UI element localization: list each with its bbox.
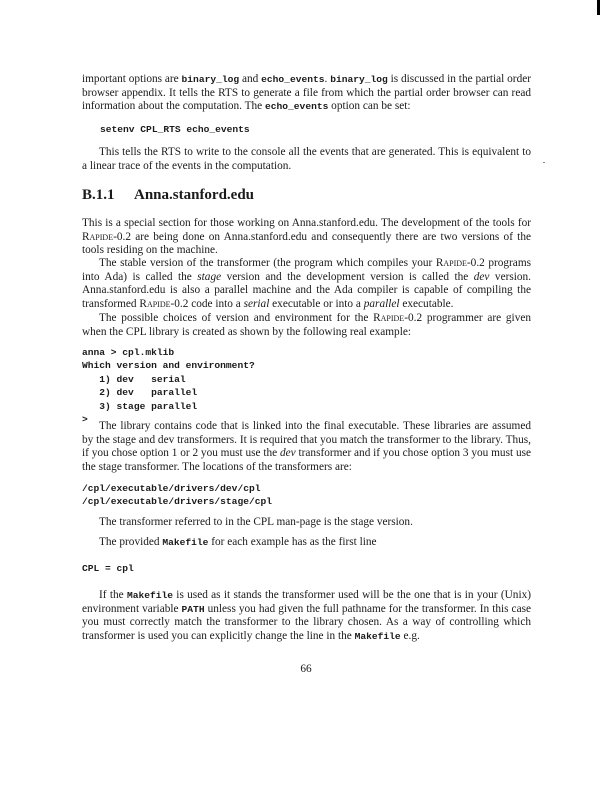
- text-run: important options are: [82, 73, 182, 85]
- paragraph-intro: [82, 217, 531, 258]
- code-paths: /cpl/executable/drivers/dev/cpl /cpl/executable/drivers/stage/cpl: [82, 483, 272, 508]
- text-run: The stable version of the transformer (the program which compiles your: [99, 257, 436, 269]
- inline-code: Makefile: [126, 590, 173, 601]
- section-title: Anna.stanford.edu: [134, 187, 255, 203]
- scan-speck: [543, 162, 545, 163]
- emphasis: stage: [197, 270, 222, 283]
- inline-code: echo_events: [261, 74, 325, 85]
- emphasis: dev: [473, 270, 490, 283]
- text-run: The transformer referred to in the CPL man-page is the stage version.: [99, 516, 413, 528]
- emphasis: parallel: [363, 297, 400, 310]
- paragraph-options: [82, 73, 531, 114]
- text-run: .: [324, 73, 331, 85]
- inline-code: Makefile: [354, 630, 401, 642]
- inline-code: binary_log: [181, 74, 240, 85]
- small-caps-name: Rapide: [82, 230, 114, 243]
- text-run: version and the development version is called the: [221, 270, 474, 283]
- inline-code: binary_log: [330, 74, 388, 85]
- text-run: executable or into a: [269, 297, 364, 310]
- code-setenv: setenv CPL_RTS echo_events: [100, 124, 250, 135]
- text-run: for each example has as the first line: [208, 536, 377, 548]
- inline-code: echo_events: [265, 101, 329, 113]
- small-caps-name: Rapide: [435, 257, 467, 269]
- code-mklib: anna > cpl.mklib Which version and environment? 1) dev serial 2) dev parallel 3) stage parallel >: [82, 347, 255, 426]
- text-run: The library contains code that is linked into the final executable. These libraries are assumed by the stage and dev transformers. It is required that you match the transformer to the library. Thus, if you chose option 1 or 2 you must use the: [82, 420, 531, 460]
- small-caps-name: Rapide: [373, 312, 405, 324]
- emphasis: serial: [243, 297, 270, 310]
- text-run: e.g.: [400, 629, 420, 642]
- text-run: unless you had given the full pathname for the transformer. In this case you must correctly match the transformer to the library chosen. As a way of controlling which transformer is used you can explicitly change the line in the: [82, 602, 531, 642]
- paragraph-path: [82, 589, 531, 643]
- text-run: transformer and if you chose option 3 you must use the stage transformer. The locations of the transformers are:: [82, 447, 531, 473]
- text-run: -0.2 programs into Ada) is called the: [82, 257, 532, 283]
- text-run: -0.2 code into a: [170, 297, 244, 310]
- text-run: If the: [99, 589, 127, 601]
- paragraph-library: [82, 420, 531, 474]
- code-cpl-line: CPL = cpl: [82, 563, 134, 574]
- text-run: is used as it stands the transformer used will be the one that is in your (Unix) environment variable: [82, 589, 531, 615]
- text-run: This is a special section for those working on Anna.stanford.edu. The development of the tools for: [82, 217, 531, 229]
- section-heading: [82, 187, 254, 204]
- text-run: is discussed in the partial order browser appendix. It tells the RTS to generate a file from which the partial order browser can read information about the computation. The: [82, 73, 531, 113]
- paragraph-makefile: [82, 536, 531, 550]
- paragraph-choices: [82, 312, 531, 339]
- text-run: -0.2 programmer are given when the CPL library is created as shown by the following real example:: [82, 312, 532, 338]
- page-number: 66: [300, 663, 312, 675]
- paragraph-versions: [82, 257, 531, 311]
- text-run: version. Anna.stanford.edu is also a parallel machine and the Ada compiler is capable of compiling the transformed: [82, 270, 532, 310]
- small-caps-name: Rapide: [139, 297, 171, 310]
- section-number: B.1.1: [82, 187, 115, 203]
- text-run: The possible choices of version and environment for the: [99, 312, 374, 324]
- inline-code: PATH: [181, 603, 205, 615]
- paragraph-echo-events: [82, 146, 531, 173]
- scan-mark: [597, 0, 600, 15]
- text-run: This tells the RTS to write to the console all the events that are generated. This is equivalent to a linear trace of the events in the computation.: [82, 146, 531, 172]
- paragraph-stage: [82, 516, 531, 530]
- text-run: option can be set:: [328, 100, 411, 113]
- text-run: and: [239, 73, 262, 85]
- text-run: The provided: [99, 536, 163, 548]
- inline-code: Makefile: [162, 537, 209, 548]
- emphasis: dev: [280, 447, 296, 460]
- text-run: executable.: [399, 297, 454, 310]
- text-run: -0.2 are being done on Anna.stanford.edu and consequently there are two versions of the tools residing on the machine.: [82, 230, 531, 257]
